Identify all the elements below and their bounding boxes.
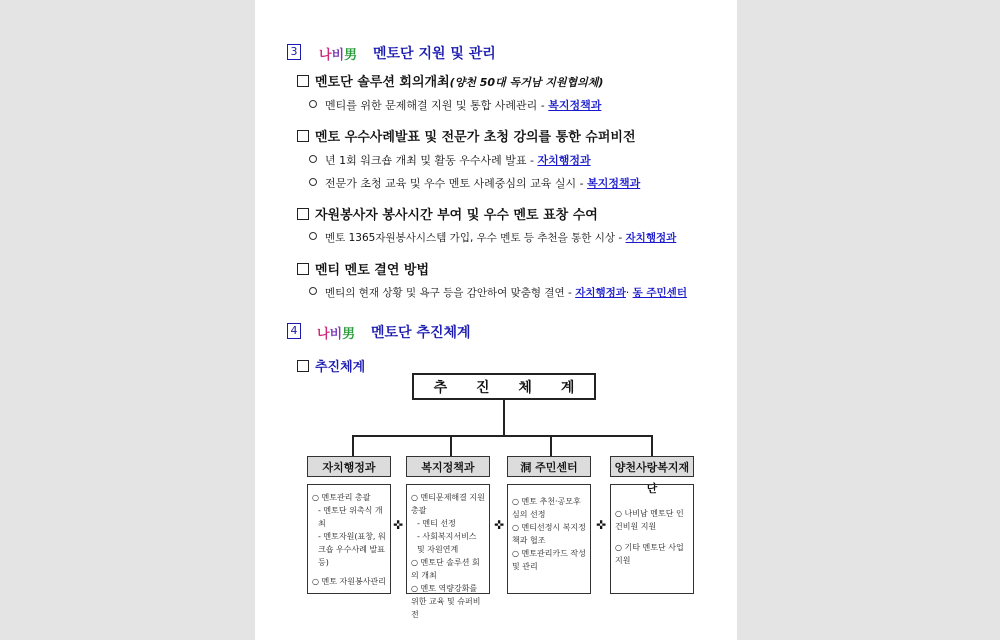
checkbox-square-icon bbox=[297, 130, 309, 142]
circle-bullet-icon bbox=[309, 178, 317, 186]
subheading: 멘토단 솔루션 회의개최(양천 50대 독거남 지원협의체) bbox=[297, 71, 603, 90]
connector-line bbox=[352, 435, 354, 457]
org-column-head: 복지정책과 bbox=[406, 456, 490, 477]
bullet-item: 전문가 초청 교육 및 우수 멘토 사례중심의 교육 실시 - 복지정책과 bbox=[309, 175, 640, 191]
section-title: 멘토단 지원 및 관리 bbox=[373, 46, 496, 62]
connector-line bbox=[651, 435, 653, 457]
document-page bbox=[255, 0, 737, 640]
dept-link[interactable]: 자치행정과 bbox=[625, 232, 677, 244]
org-column-body: ○ 멘토관리 총괄 - 멘토단 위촉식 개최 - 멘토자원(표창, 워크숍 우수사례 발표 등) ○ 멘토 자원봉사관리 bbox=[307, 484, 391, 594]
section-title: 멘토단 추진체계 bbox=[371, 325, 471, 341]
dept-link[interactable]: 복지정책과 bbox=[548, 99, 602, 112]
circle-bullet-icon bbox=[309, 287, 317, 295]
bullet-item: 년 1회 워크숍 개최 및 활동 우수사례 발표 - 자치행정과 bbox=[309, 152, 591, 168]
dept-link[interactable]: 자치행정과 bbox=[575, 287, 626, 299]
section-number: 3 bbox=[287, 44, 301, 60]
bullet-item: 멘티의 현재 상황 및 욕구 등을 감안하여 맞춤형 결연 - 자치행정과· 동 주민센터 bbox=[309, 285, 687, 300]
connector-line bbox=[550, 435, 552, 457]
plus-connector-icon: ✜ bbox=[494, 518, 505, 532]
checkbox-square-icon bbox=[297, 263, 309, 275]
connector-line bbox=[503, 400, 505, 436]
checkbox-square-icon bbox=[297, 360, 309, 372]
bullet-item: 멘티를 위한 문제해결 지원 및 통합 사례관리 - 복지정책과 bbox=[309, 97, 601, 113]
section-number: 4 bbox=[287, 323, 301, 339]
bullet-item: 멘토 1365자원봉사시스템 가입, 우수 멘토 등 추천을 통한 시상 - 자치행정과 bbox=[309, 230, 676, 245]
circle-bullet-icon bbox=[309, 232, 317, 240]
org-column-body: ○ 멘티문제해결 지원총괄 - 멘티 선정 - 사회복지서비스 및 자원연계 ○ 멘토단 솔루션 회의 개최 ○ 멘토 역량강화를 위한 교육 및 슈퍼비전 bbox=[406, 484, 490, 594]
plus-connector-icon: ✜ bbox=[393, 518, 404, 532]
dept-link[interactable]: 복지정책과 bbox=[587, 177, 641, 190]
circle-bullet-icon bbox=[309, 100, 317, 108]
connector-line bbox=[352, 435, 652, 437]
org-column-body: ○ 나비남 멘토단 인건비원 지원 ○ 기타 멘토단 사업 지원 bbox=[610, 484, 694, 594]
checkbox-square-icon bbox=[297, 208, 309, 220]
org-column-head: 양천사랑복지재단 bbox=[610, 456, 694, 477]
subheading: 자원봉사자 봉사시간 부여 및 우수 멘토 표창 수여 bbox=[297, 204, 598, 223]
nabinam-logo: 나비男 bbox=[319, 48, 358, 63]
subheading: 멘토 우수사례발표 및 전문가 초청 강의를 통한 슈퍼비전 bbox=[297, 126, 636, 145]
nabinam-logo: 나비男 bbox=[317, 327, 356, 342]
checkbox-square-icon bbox=[297, 75, 309, 87]
dept-link[interactable]: 자치행정과 bbox=[537, 154, 591, 167]
org-column-head: 자치행정과 bbox=[307, 456, 391, 477]
dept-link[interactable]: 동 주민센터 bbox=[632, 287, 687, 299]
org-column-head: 洞 주민센터 bbox=[507, 456, 591, 477]
circle-bullet-icon bbox=[309, 155, 317, 163]
connector-line bbox=[450, 435, 452, 457]
org-chart-title: 추 진 체 계 bbox=[412, 373, 596, 400]
subheading: 멘티 멘토 결연 방법 bbox=[297, 259, 429, 278]
plus-connector-icon: ✜ bbox=[596, 518, 607, 532]
org-column-body: ○ 멘토 추천·공모후 심의 선정 ○ 멘티선정시 복지정책과 협조 ○ 멘토관리카드 작성 및 관리 bbox=[507, 484, 591, 594]
subheading: 추진체계 bbox=[297, 356, 365, 375]
